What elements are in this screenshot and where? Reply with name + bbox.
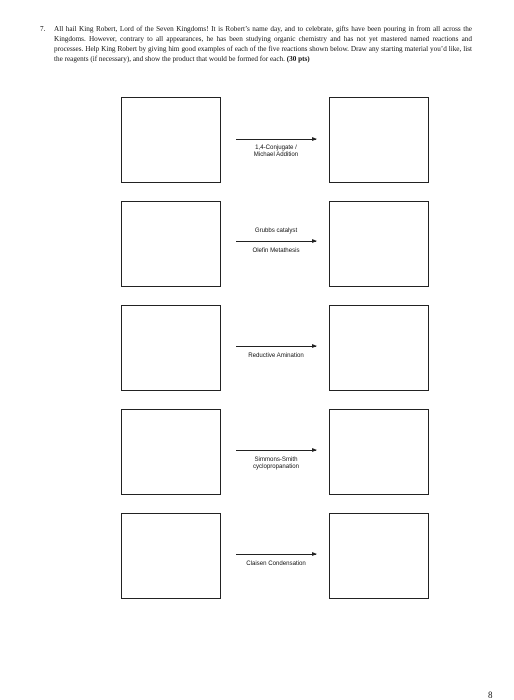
product-box-2[interactable] (329, 201, 429, 287)
reaction-label-2-below: Olefin Metathesis (252, 247, 300, 254)
starting-material-box-3[interactable] (121, 305, 221, 391)
page-number: 8 (488, 690, 493, 700)
product-box-5[interactable] (329, 513, 429, 599)
reaction-label-2-above: Grubbs catalyst (254, 227, 298, 234)
starting-material-box-2[interactable] (121, 201, 221, 287)
reaction-label-1-line-1: 1,4-Conjugate / (255, 144, 297, 151)
question-text-block (54, 24, 472, 64)
question-points: (30 pts) (286, 55, 310, 64)
reaction-label-4-line-1: Simmons-Smith (254, 456, 298, 463)
product-box-3[interactable] (329, 305, 429, 391)
reaction-label-4 (226, 456, 326, 471)
reaction-label-5: Claisen Condensation (246, 560, 306, 567)
reaction-arrow-3 (236, 346, 316, 347)
reaction-arrow-1 (236, 139, 316, 140)
reaction-arrow-4 (236, 450, 316, 451)
reaction-arrow-2 (236, 241, 316, 242)
question-7 (40, 24, 472, 64)
reaction-label-1 (226, 144, 326, 159)
reaction-label-1-line-2: Michael Addition (253, 151, 299, 159)
reaction-arrow-5 (236, 554, 316, 555)
starting-material-box-1[interactable] (121, 97, 221, 183)
question-number: 7. (40, 25, 46, 33)
question-text: All hail King Robert, Lord of the Seven Kingdoms! It is Robert’s name day, and to celebrate, gifts have been pouring in from all across the Kingdoms. However, contrary to all appearances, he has been studying organic chemistry and has not yet mastered named reactions and processes. Help King Robert by giving him good examples of each of the five reactions shown below. Draw any starting material you’d like, list the reagents (if necessary), and show the product that would be formed for each. (54, 25, 472, 64)
reaction-label-4-line-2: cyclopropanation (252, 463, 300, 471)
starting-material-box-4[interactable] (121, 409, 221, 495)
reaction-label-3: Reductive Amination (248, 352, 304, 359)
product-box-1[interactable] (329, 97, 429, 183)
starting-material-box-5[interactable] (121, 513, 221, 599)
product-box-4[interactable] (329, 409, 429, 495)
